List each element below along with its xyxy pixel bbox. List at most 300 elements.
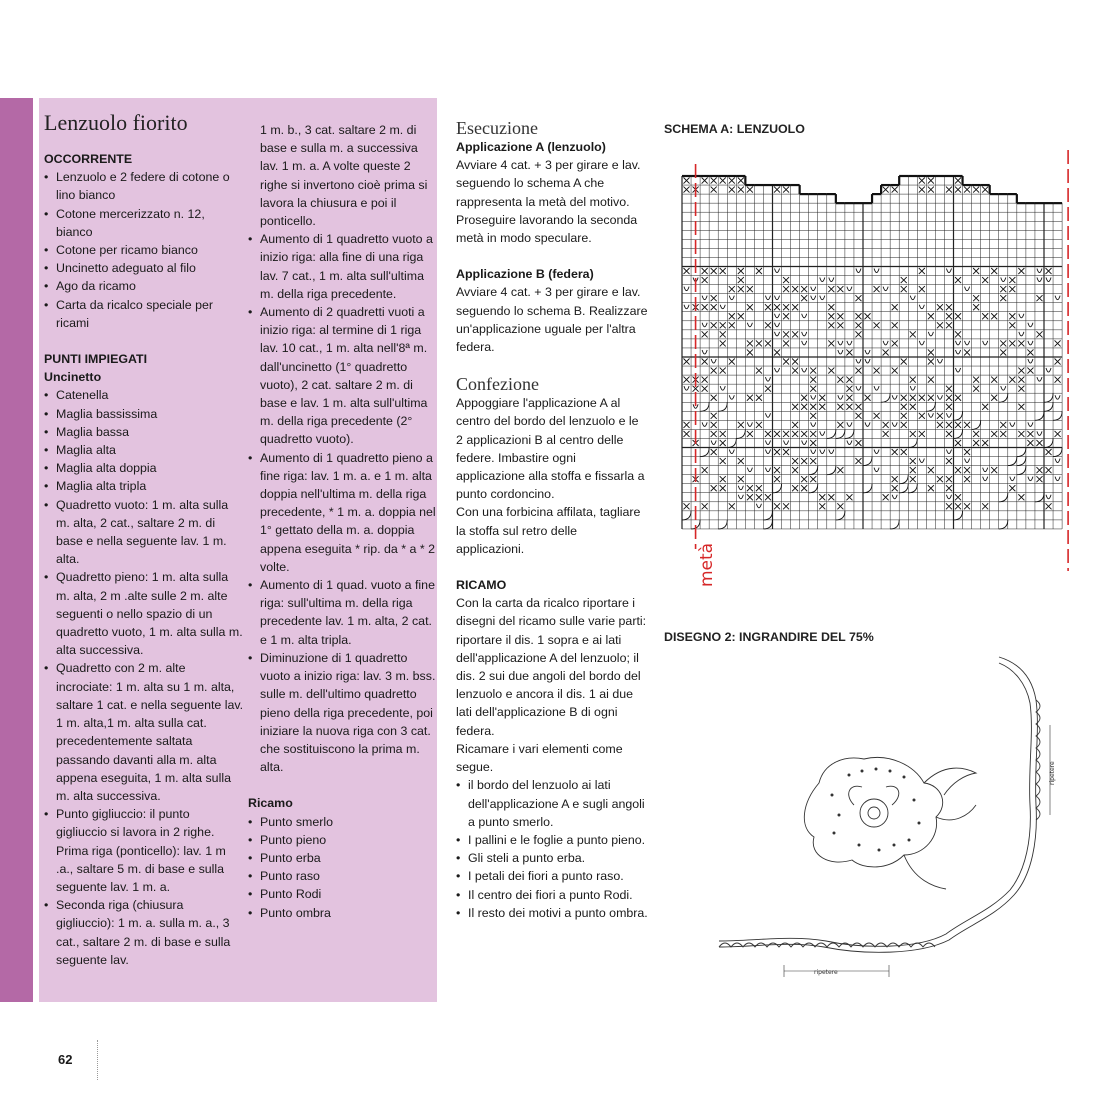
cross-mark xyxy=(738,277,744,283)
cross-mark xyxy=(937,476,943,482)
cross-mark xyxy=(702,377,708,383)
cross-mark xyxy=(955,313,961,319)
cross-mark xyxy=(828,286,834,292)
loop-mark xyxy=(747,422,752,426)
cross-mark xyxy=(729,286,735,292)
loop-mark xyxy=(1046,495,1051,499)
cross-mark xyxy=(720,440,726,446)
loop-mark xyxy=(847,287,852,291)
list-item: • Punto ombra xyxy=(248,904,436,922)
cross-mark xyxy=(855,368,861,374)
loop-mark xyxy=(965,287,970,291)
loop-mark xyxy=(802,314,807,318)
article-title: Lenzuolo fiorito xyxy=(44,110,188,135)
loop-mark xyxy=(1001,278,1006,282)
ripetere-label-bottom: ripetere xyxy=(814,969,838,976)
arc-mark xyxy=(718,520,727,529)
loop-mark xyxy=(729,450,734,454)
cross-mark xyxy=(964,476,970,482)
cross-mark xyxy=(765,304,771,310)
cross-mark xyxy=(783,431,789,437)
cross-mark xyxy=(855,322,861,328)
arc-mark xyxy=(1017,457,1026,466)
esecuzione-heading: Esecuzione xyxy=(456,118,538,138)
cross-mark xyxy=(1046,268,1052,274)
cross-mark xyxy=(711,431,717,437)
cross-mark xyxy=(1000,340,1006,346)
cross-mark xyxy=(892,187,898,193)
cross-mark xyxy=(711,485,717,491)
loop-mark xyxy=(983,341,988,345)
cross-mark xyxy=(946,476,952,482)
loop-mark xyxy=(1055,296,1060,300)
list-item: • Aumento di 2 quadretti vuoti a inizio riga: al termine di 1 riga lav. 10 cat., 1 m. alta nell'8ª m. dall'uncinetto (1° quadretto vuoto), 2 cat. saltare 2 m. di base e lav. 1 m. alta sull'ultima m. della riga precedente (2° quadretto vuoto). xyxy=(248,303,436,449)
cross-mark xyxy=(684,268,690,274)
cross-mark xyxy=(792,467,798,473)
schema-a-chart xyxy=(670,142,1070,592)
cross-mark xyxy=(928,467,934,473)
arc-mark xyxy=(881,393,890,402)
cross-mark xyxy=(973,431,979,437)
loop-mark xyxy=(910,386,915,390)
loop-mark xyxy=(983,468,988,472)
loop-mark xyxy=(1028,477,1033,481)
cross-mark xyxy=(774,304,780,310)
cross-mark xyxy=(946,313,952,319)
loop-mark xyxy=(1037,377,1042,381)
cross-mark xyxy=(946,322,952,328)
cross-mark xyxy=(982,503,988,509)
loop-mark xyxy=(802,440,807,444)
loop-mark xyxy=(892,495,897,499)
cross-mark xyxy=(837,322,843,328)
loop-mark xyxy=(1046,278,1051,282)
cross-mark xyxy=(955,187,961,193)
cross-mark xyxy=(919,286,925,292)
meta-label: metà xyxy=(697,542,717,587)
loop-mark xyxy=(838,395,843,399)
disegno-2-illustration xyxy=(714,655,1074,985)
cross-mark xyxy=(1036,476,1042,482)
arc-mark xyxy=(736,429,745,438)
loop-mark xyxy=(928,413,933,417)
cross-mark xyxy=(684,178,690,184)
cross-mark xyxy=(684,422,690,428)
cross-mark xyxy=(883,422,889,428)
cross-mark xyxy=(855,313,861,319)
cross-mark xyxy=(774,449,780,455)
cross-mark xyxy=(955,440,961,446)
loop-mark xyxy=(756,504,761,508)
cross-mark xyxy=(810,458,816,464)
cross-mark xyxy=(1055,431,1061,437)
cross-mark xyxy=(964,349,970,355)
cross-mark xyxy=(973,268,979,274)
cross-mark xyxy=(747,395,753,401)
cross-mark xyxy=(738,458,744,464)
cross-mark xyxy=(684,503,690,509)
list-item: • Catenella xyxy=(44,386,244,404)
loop-mark xyxy=(820,278,825,282)
list-item: • Cotone per ricamo bianco xyxy=(44,241,244,259)
cross-mark xyxy=(756,485,762,491)
cross-mark xyxy=(1018,494,1024,500)
ricamo-text: Con la carta da ricalco riportare i disegni del ricamo sulle varie parti: riportare il dis. 1 sopra e ai lati dell'applicazione A del lenzuolo; il dis. 2 sui due angoli del bordo del lenzuolo e ancora il dis. 1 ai due lati dell'applicazione B di ogni federa. xyxy=(456,596,647,738)
cross-mark xyxy=(1036,467,1042,473)
cross-mark xyxy=(702,304,708,310)
arc-mark xyxy=(908,484,917,493)
cross-mark xyxy=(801,458,807,464)
arc-mark xyxy=(999,520,1008,529)
ricamo-instructions-list xyxy=(456,776,648,922)
list-item: • Punto erba xyxy=(248,849,436,867)
cross-mark xyxy=(892,304,898,310)
cross-mark xyxy=(1036,331,1042,337)
ripetere-label-side: ripetere xyxy=(1049,761,1056,785)
arc-mark xyxy=(700,402,709,411)
cross-mark xyxy=(1009,377,1015,383)
loop-mark xyxy=(702,422,707,426)
cross-mark xyxy=(684,187,690,193)
cross-mark xyxy=(711,187,717,193)
cross-mark xyxy=(702,277,708,283)
cross-mark xyxy=(801,485,807,491)
cross-mark xyxy=(702,359,708,365)
arc-mark xyxy=(763,520,772,529)
cross-mark xyxy=(792,485,798,491)
appB-text: Avviare 4 cat. + 3 per girare e lav. seguendo lo schema B. Realizzare un'applicazione uguale per l'altra federa. xyxy=(456,285,648,355)
confezione-text: Appoggiare l'applicazione A al centro del bordo del lenzuolo e le 2 applicazioni B al centro delle federe. Imbastire ogni applicazione alla stoffa e fissarla a punto cordoncino. xyxy=(456,396,645,502)
cross-mark xyxy=(747,349,753,355)
loop-mark xyxy=(847,440,852,444)
loop-mark xyxy=(847,341,852,345)
cross-mark xyxy=(810,377,816,383)
loop-mark xyxy=(865,359,870,363)
list-item: • Ago da ricamo xyxy=(44,277,244,295)
cross-mark xyxy=(738,286,744,292)
cross-mark xyxy=(955,331,961,337)
left-column xyxy=(44,108,244,969)
cross-mark xyxy=(747,485,753,491)
arc-mark xyxy=(1035,493,1044,502)
increase-list xyxy=(248,230,436,776)
cross-mark xyxy=(783,359,789,365)
arc-mark xyxy=(682,511,691,520)
disegno-title: DISEGNO 2: INGRANDIRE DEL 75% xyxy=(664,630,874,644)
cross-mark xyxy=(792,286,798,292)
cross-mark xyxy=(1018,431,1024,437)
cross-mark xyxy=(901,395,907,401)
cross-mark xyxy=(792,404,798,410)
cross-mark xyxy=(874,413,880,419)
arc-mark xyxy=(954,511,963,520)
cross-mark xyxy=(946,431,952,437)
loop-mark xyxy=(956,368,961,372)
cross-mark xyxy=(1055,359,1061,365)
loop-mark xyxy=(765,468,770,472)
arc-mark xyxy=(718,402,727,411)
cross-mark xyxy=(1000,295,1006,301)
cross-mark xyxy=(1055,377,1061,383)
loop-mark xyxy=(847,422,852,426)
loop-mark xyxy=(1010,477,1015,481)
cross-mark xyxy=(720,268,726,274)
arc-mark xyxy=(863,457,872,466)
loop-mark xyxy=(702,323,707,327)
cross-mark xyxy=(919,395,925,401)
cross-mark xyxy=(946,187,952,193)
arc-mark xyxy=(1053,411,1062,420)
loop-mark xyxy=(919,341,924,345)
cross-mark xyxy=(892,322,898,328)
loop-mark xyxy=(684,305,689,309)
cross-mark xyxy=(738,187,744,193)
cross-mark xyxy=(792,304,798,310)
loop-mark xyxy=(1037,269,1042,273)
arc-mark xyxy=(1017,466,1026,475)
cross-mark xyxy=(729,187,735,193)
loop-mark xyxy=(1001,386,1006,390)
loop-mark xyxy=(811,296,816,300)
loop-mark xyxy=(1028,341,1033,345)
cross-mark xyxy=(720,331,726,337)
cross-mark xyxy=(774,431,780,437)
cross-mark xyxy=(901,277,907,283)
loop-mark xyxy=(937,395,942,399)
cross-mark xyxy=(774,349,780,355)
cross-mark xyxy=(1018,368,1024,374)
cross-mark xyxy=(901,422,907,428)
cross-mark xyxy=(982,440,988,446)
loop-mark xyxy=(784,440,789,444)
loop-mark xyxy=(811,395,816,399)
cross-mark xyxy=(973,440,979,446)
cross-mark xyxy=(684,377,690,383)
cross-mark xyxy=(819,503,825,509)
cross-mark xyxy=(892,368,898,374)
loop-mark xyxy=(747,323,752,327)
cross-mark xyxy=(792,431,798,437)
cross-mark xyxy=(729,313,735,319)
loop-mark xyxy=(802,368,807,372)
arc-mark xyxy=(809,466,818,475)
cross-mark xyxy=(919,431,925,437)
cross-mark xyxy=(801,295,807,301)
cross-mark xyxy=(810,440,816,446)
loop-mark xyxy=(883,287,888,291)
cross-mark xyxy=(919,178,925,184)
loop-mark xyxy=(892,422,897,426)
cross-mark xyxy=(756,395,762,401)
list-item: • Quadretto pieno: 1 m. alta sulla m. alta, 2 m .alte sulle 2 m. alte seguenti o nello spazio di un quadretto vuoto, 1 m. alta sulla m. alta successiva. xyxy=(44,568,244,659)
list-item: • Il centro dei fiori a punto Rodi. xyxy=(456,886,648,904)
appA-text: Avviare 4 cat. + 3 per girare e lav. seguendo lo schema A che rappresenta la metà del motivo. Proseguire lavorando la seconda metà in modo speculare. xyxy=(456,158,641,246)
cross-mark xyxy=(729,503,735,509)
cross-mark xyxy=(1018,377,1024,383)
cross-mark xyxy=(783,277,789,283)
loop-mark xyxy=(820,296,825,300)
cross-mark xyxy=(991,313,997,319)
loop-mark xyxy=(775,314,780,318)
arc-mark xyxy=(899,484,908,493)
continuation-text: 1 m. b., 3 cat. saltare 2 m. di base e sulla m. a successiva lav. 1 m. a. A volte queste 2 righe si invertono cioè prima si lavora la chiusura e poi il ponticello. xyxy=(260,123,428,229)
cross-mark xyxy=(946,503,952,509)
cross-mark xyxy=(837,313,843,319)
cross-mark xyxy=(765,386,771,392)
loop-mark xyxy=(775,269,780,273)
cross-mark xyxy=(973,187,979,193)
list-item: • Cotone mercerizzato n. 12, bianco xyxy=(44,205,244,241)
cross-mark xyxy=(910,476,916,482)
appA-heading: Applicazione A (lenzuolo) xyxy=(456,140,606,154)
loop-mark xyxy=(765,413,770,417)
cross-mark xyxy=(1009,322,1015,328)
cross-mark xyxy=(991,431,997,437)
loop-mark xyxy=(1055,477,1060,481)
cross-mark xyxy=(702,178,708,184)
cross-mark xyxy=(928,359,934,365)
list-item: • I pallini e le foglie a punto pieno. xyxy=(456,831,648,849)
loop-mark xyxy=(919,459,924,463)
cross-mark xyxy=(846,404,852,410)
cross-mark xyxy=(738,313,744,319)
arc-mark xyxy=(954,411,963,420)
cross-mark xyxy=(1000,349,1006,355)
arc-mark xyxy=(763,511,772,520)
cross-mark xyxy=(919,413,925,419)
loop-mark xyxy=(883,341,888,345)
list-item: • Punto Rodi xyxy=(248,885,436,903)
cross-mark xyxy=(702,503,708,509)
loop-mark xyxy=(856,269,861,273)
cross-mark xyxy=(964,449,970,455)
occorrente-list xyxy=(44,168,244,332)
page-rule xyxy=(97,1040,98,1080)
loop-mark xyxy=(946,495,951,499)
cross-mark xyxy=(801,286,807,292)
loop-mark xyxy=(874,468,879,472)
cross-mark xyxy=(738,422,744,428)
loop-mark xyxy=(856,359,861,363)
cross-mark xyxy=(720,458,726,464)
edge-bar xyxy=(0,98,33,1002)
cross-mark xyxy=(919,187,925,193)
arc-mark xyxy=(827,466,836,475)
loop-mark xyxy=(811,450,816,454)
cross-mark xyxy=(964,467,970,473)
cross-mark xyxy=(774,476,780,482)
cross-mark xyxy=(910,331,916,337)
cross-mark xyxy=(910,431,916,437)
cross-mark xyxy=(901,449,907,455)
cross-mark xyxy=(928,349,934,355)
arc-mark xyxy=(836,429,845,438)
cross-mark xyxy=(982,277,988,283)
loop-mark xyxy=(892,395,897,399)
loop-mark xyxy=(829,278,834,282)
cross-mark xyxy=(684,431,690,437)
loop-mark xyxy=(738,486,743,490)
ricamo-heading: RICAMO xyxy=(456,578,507,593)
cross-mark xyxy=(1009,313,1015,319)
cross-mark xyxy=(928,313,934,319)
cross-mark xyxy=(946,404,952,410)
ricamo-stitch-list xyxy=(248,813,436,922)
cross-mark xyxy=(855,458,861,464)
loop-mark xyxy=(702,350,707,354)
loop-mark xyxy=(738,495,743,499)
cross-mark xyxy=(1000,286,1006,292)
cross-mark xyxy=(702,467,708,473)
loop-mark xyxy=(1010,422,1015,426)
cross-mark xyxy=(955,503,961,509)
cross-mark xyxy=(1018,386,1024,392)
cross-mark xyxy=(792,368,798,374)
cross-mark xyxy=(1055,340,1061,346)
cross-mark xyxy=(828,340,834,346)
arc-mark xyxy=(1053,448,1062,457)
arc-mark xyxy=(836,511,845,520)
cross-mark xyxy=(747,286,753,292)
cross-mark xyxy=(783,313,789,319)
cross-mark xyxy=(1027,431,1033,437)
cross-mark xyxy=(738,476,744,482)
list-item: • I petali dei fiori a punto raso. xyxy=(456,867,648,885)
loop-mark xyxy=(1028,422,1033,426)
cross-mark xyxy=(928,178,934,184)
cross-mark xyxy=(837,467,843,473)
cross-mark xyxy=(756,268,762,274)
loop-mark xyxy=(838,350,843,354)
arc-mark xyxy=(727,438,736,447)
loop-mark xyxy=(1037,431,1042,435)
arc-mark xyxy=(1035,411,1044,420)
list-item: • Punto gigliuccio: il punto gigliuccio si lavora in 2 righe. Prima riga (ponticello): lav. 1 m .a., saltare 5 m. di base e sulla seguente lav. 1 m. a. xyxy=(44,805,244,896)
cross-mark xyxy=(783,503,789,509)
cross-mark xyxy=(774,187,780,193)
cross-mark xyxy=(774,503,780,509)
cross-mark xyxy=(810,368,816,374)
loop-mark xyxy=(1028,323,1033,327)
cross-mark xyxy=(955,395,961,401)
cross-mark xyxy=(819,404,825,410)
cross-mark xyxy=(846,494,852,500)
arc-mark xyxy=(1017,448,1026,457)
cross-mark xyxy=(828,368,834,374)
list-item: • Maglia alta tripla xyxy=(44,477,244,495)
loop-mark xyxy=(874,450,879,454)
list-item: • Carta da ricalco speciale per ricami xyxy=(44,296,244,332)
loop-mark xyxy=(720,386,725,390)
cross-mark xyxy=(1018,340,1024,346)
cross-mark xyxy=(946,304,952,310)
cross-mark xyxy=(1046,449,1052,455)
cross-mark xyxy=(783,304,789,310)
cross-mark xyxy=(855,413,861,419)
page-number: 62 xyxy=(58,1052,73,1067)
cross-mark xyxy=(937,322,943,328)
arc-mark xyxy=(809,484,818,493)
punti-list xyxy=(44,386,244,969)
cross-mark xyxy=(711,422,717,428)
arc-mark xyxy=(908,438,917,447)
cross-mark xyxy=(729,322,735,328)
cross-mark xyxy=(720,431,726,437)
cross-mark xyxy=(711,268,717,274)
cross-mark xyxy=(720,476,726,482)
cross-mark xyxy=(801,395,807,401)
loop-mark xyxy=(1028,359,1033,363)
